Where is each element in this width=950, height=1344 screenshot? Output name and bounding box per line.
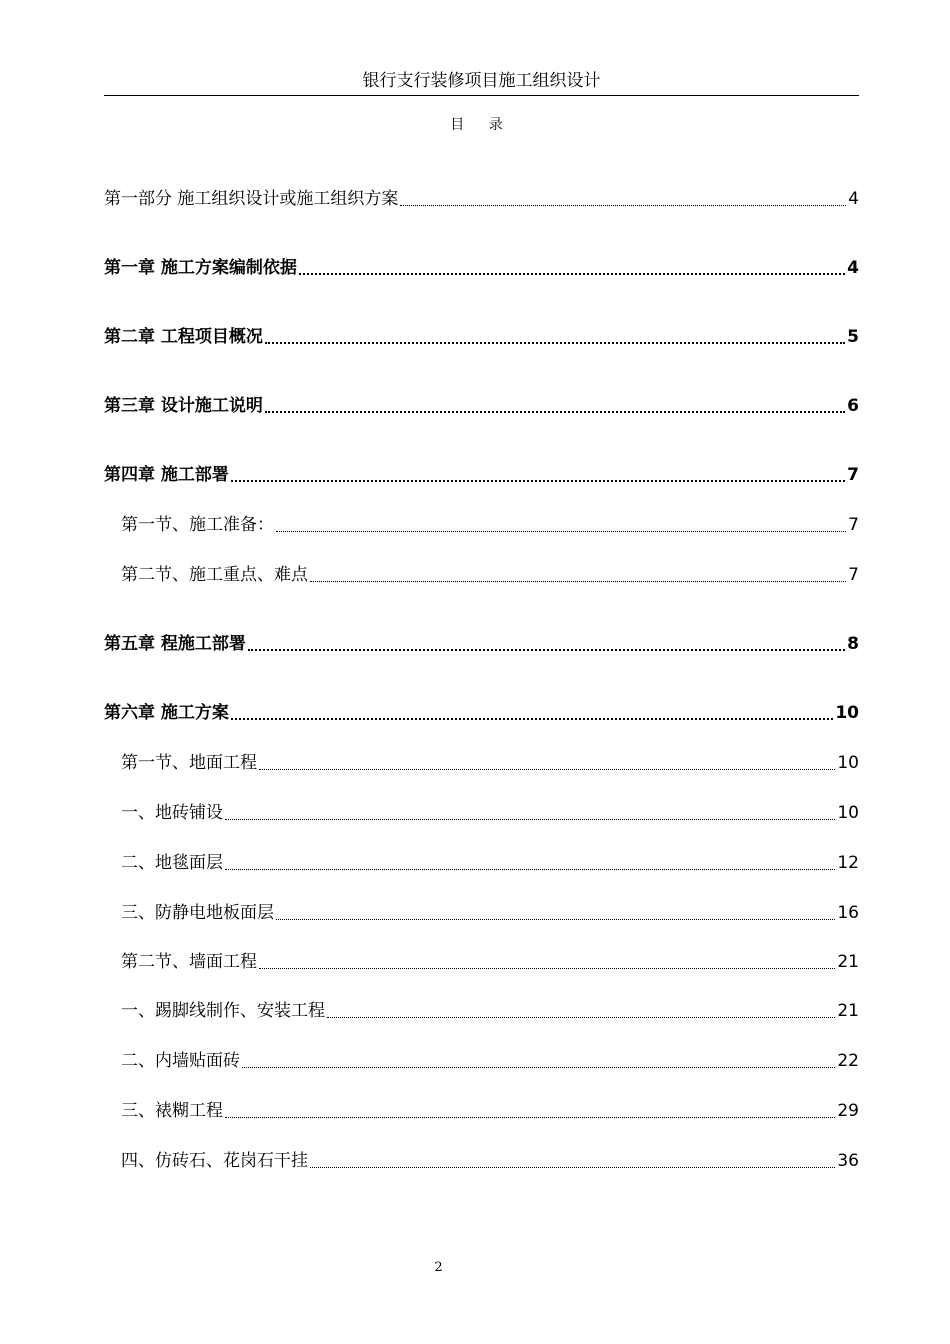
toc-entry-label: 一、地砖铺设 <box>121 803 223 823</box>
toc-entry-page-number: 6 <box>847 396 859 416</box>
toc-dot-leader <box>248 649 845 651</box>
toc-dot-leader <box>276 531 846 532</box>
toc-dot-leader <box>225 819 835 820</box>
toc-entry[interactable] <box>104 948 859 974</box>
toc-entry[interactable] <box>104 630 859 656</box>
toc-entry-label: 第二章 工程项目概况 <box>104 327 263 347</box>
toc-entry[interactable] <box>104 185 859 211</box>
toc-dot-leader <box>265 411 845 413</box>
toc-entry[interactable] <box>104 749 859 775</box>
toc-dot-leader <box>225 1117 835 1118</box>
toc-entry[interactable] <box>104 323 859 349</box>
toc-entry-page-number: 7 <box>848 515 859 535</box>
toc-dot-leader <box>265 342 845 344</box>
toc-entry-page-number: 10 <box>837 753 859 773</box>
toc-entry-label: 第二节、墙面工程 <box>121 952 257 972</box>
toc-entry[interactable] <box>104 254 859 280</box>
toc-entry[interactable] <box>104 997 859 1023</box>
toc-entry-page-number: 7 <box>848 565 859 585</box>
toc-dot-leader <box>242 1067 835 1068</box>
toc-dot-leader <box>310 1167 835 1168</box>
toc-entry-label: 一、踢脚线制作、安装工程 <box>121 1001 325 1021</box>
toc-entry-page-number: 8 <box>847 634 859 654</box>
toc-entry[interactable] <box>104 799 859 825</box>
toc-dot-leader <box>327 1017 835 1018</box>
toc-entry-page-number: 16 <box>837 903 859 923</box>
toc-entry-label: 三、防静电地板面层 <box>121 903 274 923</box>
toc-dot-leader <box>231 718 833 720</box>
toc-dot-leader <box>225 869 835 870</box>
toc-entry[interactable] <box>104 1047 859 1073</box>
toc-entry[interactable] <box>104 899 859 925</box>
toc-entry[interactable] <box>104 561 859 587</box>
toc-entry-page-number: 10 <box>837 803 859 823</box>
toc-entry-page-number: 22 <box>837 1051 859 1071</box>
header-rule <box>104 95 859 96</box>
toc-entry-label: 二、地毯面层 <box>121 853 223 873</box>
toc-dot-leader <box>276 919 835 920</box>
toc-entry[interactable] <box>104 392 859 418</box>
toc-entry[interactable] <box>104 511 859 537</box>
toc-entry-page-number: 4 <box>848 189 859 209</box>
toc-entry[interactable] <box>104 699 859 725</box>
toc-entry-label: 第一节、地面工程 <box>121 753 257 773</box>
toc-entry-page-number: 12 <box>837 853 859 873</box>
toc-entry-label: 第五章 程施工部署 <box>104 634 246 654</box>
toc-entry-page-number: 10 <box>835 703 859 723</box>
toc-entry[interactable] <box>104 1097 859 1123</box>
toc-entry-page-number: 21 <box>837 952 859 972</box>
toc-dot-leader <box>400 205 846 206</box>
toc-entry-page-number: 5 <box>847 327 859 347</box>
toc-dot-leader <box>299 273 845 275</box>
toc-entry-page-number: 4 <box>847 258 859 278</box>
toc-entry-label: 第六章 施工方案 <box>104 703 229 723</box>
toc-entry-label: 二、内墙贴面砖 <box>121 1051 240 1071</box>
toc-entry-label: 第一部分 施工组织设计或施工组织方案 <box>104 189 399 209</box>
running-header-title: 银行支行装修项目施工组织设计 <box>362 71 601 91</box>
toc-entry-label: 四、仿砖石、花岗石干挂 <box>121 1151 308 1171</box>
toc-dot-leader <box>259 769 835 770</box>
toc-entry[interactable] <box>104 849 859 875</box>
toc-dot-leader <box>310 581 846 582</box>
toc-entry-label: 第一章 施工方案编制依据 <box>104 258 297 278</box>
toc-entry-page-number: 29 <box>837 1101 859 1121</box>
toc-entry-label: 第三章 设计施工说明 <box>104 396 263 416</box>
toc-entry-label: 第一节、施工准备： <box>121 515 274 535</box>
toc-entry-page-number: 36 <box>837 1151 859 1171</box>
toc-entry-label: 第四章 施工部署 <box>104 465 229 485</box>
toc-entry[interactable] <box>104 1147 859 1173</box>
toc-entry-page-number: 21 <box>837 1001 859 1021</box>
toc-entry-label: 第二节、施工重点、难点 <box>121 565 308 585</box>
toc-heading: 目 录 <box>450 117 513 133</box>
toc-dot-leader <box>231 480 845 482</box>
toc-entry-label: 三、裱糊工程 <box>121 1101 223 1121</box>
footer-page-number: 2 <box>434 1260 443 1275</box>
toc-dot-leader <box>259 968 835 969</box>
toc-entry[interactable] <box>104 461 859 487</box>
toc-entry-page-number: 7 <box>847 465 859 485</box>
